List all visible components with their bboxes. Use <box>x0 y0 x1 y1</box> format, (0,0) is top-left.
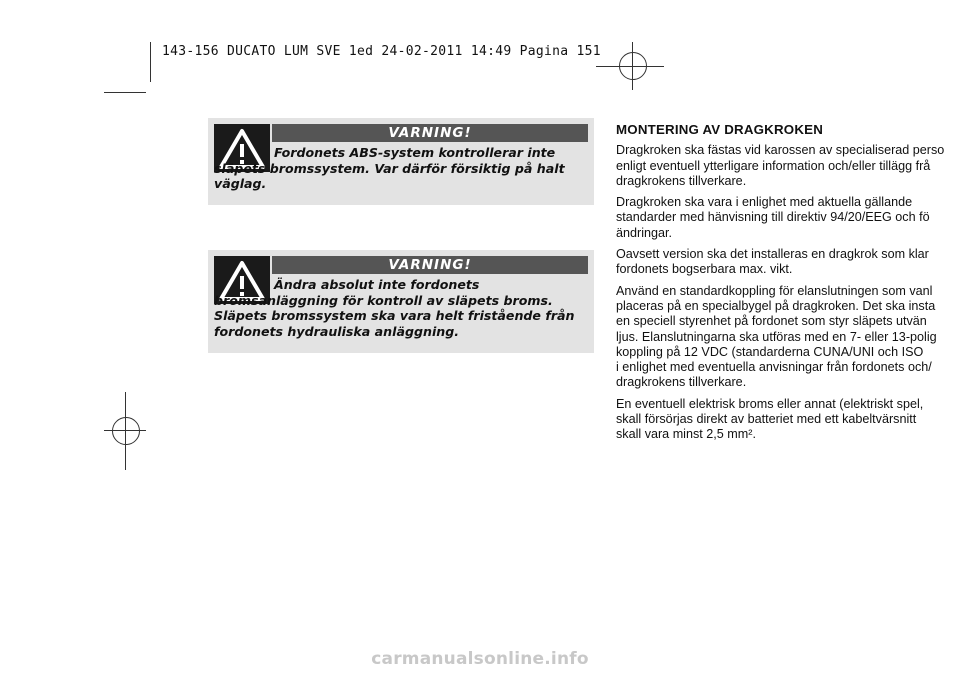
paragraph <box>616 195 960 241</box>
registration-mark <box>619 52 647 80</box>
text-line: Dragkroken ska fästas vid karossen av specialiserad perso <box>616 143 945 158</box>
text-line: Oavsett version ska det installeras en dragkrok som klar <box>616 247 929 262</box>
text-line: Använd en standardkoppling för elanslutningen som vanl <box>616 283 933 298</box>
print-slug: 143-156 DUCATO LUM SVE 1ed 24-02-2011 14:49 Pagina 151 <box>162 44 601 59</box>
text-line: ändringar. <box>616 225 673 240</box>
warning-title: VARNING! <box>272 256 588 274</box>
crop-mark <box>150 42 151 82</box>
crop-mark <box>104 92 146 93</box>
paragraph <box>616 143 960 189</box>
registration-mark <box>112 417 140 445</box>
text-line: Dragkroken ska vara i enlighet med aktuella gällande <box>616 195 913 210</box>
paragraph <box>616 284 960 391</box>
paragraph <box>616 247 960 278</box>
section-heading: MONTERING AV DRAGKROKEN <box>616 122 824 137</box>
warning-title: VARNING! <box>272 124 588 142</box>
section-content <box>616 122 960 449</box>
text-line: standarder med hänvisning till direktiv 94/20/EEG och fö <box>616 210 930 225</box>
text-line: fordonets bogserbara max. vikt. <box>616 262 793 277</box>
warning-text: Fordonets ABS-system kontrollerar inte släpets bromssystem. Var därför försiktig på halt väglag. <box>214 145 565 192</box>
paragraph <box>616 397 960 443</box>
text-line: enligt eventuell ytterligare information och/eller tillägg frå <box>616 158 931 173</box>
watermark: carmanualsonline.info <box>371 649 589 669</box>
text-line: ljus. Elanslutningarna ska utföras med en 7- eller 13-polig <box>616 329 937 344</box>
warning-box <box>208 118 594 205</box>
text-line: En eventuell elektrisk broms eller annat (elektriskt spel, <box>616 396 924 411</box>
warning-box <box>208 250 594 353</box>
text-line: dragkrokens tillverkare. <box>616 375 747 390</box>
text-line: dragkrokens tillverkare. <box>616 173 747 188</box>
text-line: skall vara minst 2,5 mm². <box>616 427 756 442</box>
text-line: skall försörjas direkt av batteriet med ett kabeltvärsnitt <box>616 412 917 427</box>
text-line: placeras på en specialbygel på dragkroken. Det ska insta <box>616 298 936 313</box>
warning-text: Ändra absolut inte fordonets bromsanläggning för kontroll av släpets broms. Släpets bromssystem ska vara helt fristående från fordonets hydrauliska anläggning. <box>214 277 575 339</box>
text-line: koppling på 12 VDC (standarderna CUNA/UNI och ISO <box>616 344 924 359</box>
text-line: i enlighet med eventuella anvisningar från fordonets och/ <box>616 360 932 375</box>
text-line: en speciell styrenhet på fordonet som styr släpets utvän <box>616 314 927 329</box>
